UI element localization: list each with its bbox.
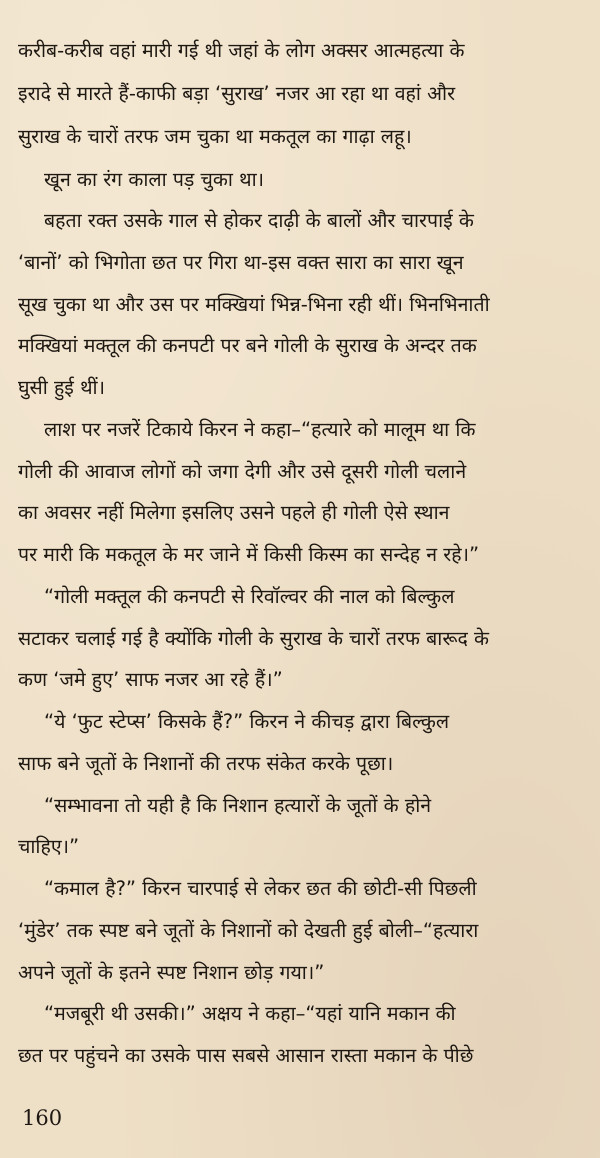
text-line-6: ‘बानों’ को भिगोता छत पर गिरा था-इस वक्त सारा का सारा खून	[18, 251, 464, 274]
text-line-2: इरादे से मारते हैं-काफी बड़ा ‘सुराख’ नजर आ रहा था वहां और	[18, 82, 456, 105]
text-line-25: छत पर पहुंचने का उसके पास सबसे आसान रास्ता मकान के पीछे	[18, 1044, 474, 1067]
text-line-5: बहता रक्त उसके गाल से होकर दाढ़ी के बालों और चारपाई के	[44, 209, 474, 232]
text-line-16: कण ‘जमे हुए’ साफ नजर आ रहे हैं।”	[18, 668, 283, 691]
text-line-10: लाश पर नजरें टिकाये किरन ने कहा–“हत्यारे को मालूम था कि	[44, 418, 476, 441]
text-line-3: सुराख के चारों तरफ जम चुका था मकतूल का गाढ़ा लहू।	[18, 125, 412, 148]
text-line-21: “कमाल है?” किरन चारपाई से लेकर छत की छोटी-सी पिछली	[44, 877, 477, 900]
text-line-24: “मजबूरी थी उसकी।” अक्षय ने कहा–“यहां यानि मकान की	[44, 1002, 456, 1025]
page-number: 160	[22, 1106, 63, 1130]
text-line-11: गोली की आवाज लोगों को जगा देगी और उसे दूसरी गोली चलाने	[18, 460, 467, 483]
text-line-9: घुसी हुई थीं।	[18, 376, 105, 399]
text-line-15: सटाकर चलाई गई है क्योंकि गोली के सुराख के चारों तरफ बारूद के	[18, 627, 490, 650]
text-line-22: ‘मुंडेर’ तक स्पष्ट बने जूतों के निशानों को देखती हुई बोली–“हत्यारा	[18, 919, 479, 942]
text-line-13: पर मारी कि मकतूल के मर जाने में किसी किस्म का सन्देह न रहे।”	[18, 543, 480, 566]
text-line-14: “गोली मक्तूल की कनपटी से रिवॉल्वर की नाल को बिल्कुल	[44, 585, 455, 608]
text-line-7: सूख चुका था और उस पर मक्खियां भिन्न-भिना रही थीं। भिनभिनाती	[18, 293, 490, 316]
text-line-17: “ये ‘फुट स्टेप्स’ किसके हैं?” किरन ने कीचड़ द्वारा बिल्कुल	[44, 710, 450, 733]
text-line-19: “सम्भावना तो यही है कि निशान हत्यारों के जूतों के होने	[44, 794, 432, 817]
text-line-18: साफ बने जूतों के निशानों की तरफ संकेत करके पूछा।	[18, 752, 394, 775]
text-line-1: करीब-करीब वहां मारी गई थी जहां के लोग अक्सर आत्महत्या के	[18, 39, 465, 62]
text-line-20: चाहिए।”	[18, 835, 80, 858]
text-line-23: अपने जूतों के इतने स्पष्ट निशान छोड़ गया।”	[18, 961, 325, 984]
text-line-8: मक्खियां मक्तूल की कनपटी पर बने गोली के सुराख के अन्दर तक	[18, 334, 477, 357]
text-line-12: का अवसर नहीं मिलेगा इसलिए उसने पहले ही गोली ऐसे स्थान	[18, 501, 450, 524]
text-line-4: खून का रंग काला पड़ चुका था।	[44, 168, 265, 191]
